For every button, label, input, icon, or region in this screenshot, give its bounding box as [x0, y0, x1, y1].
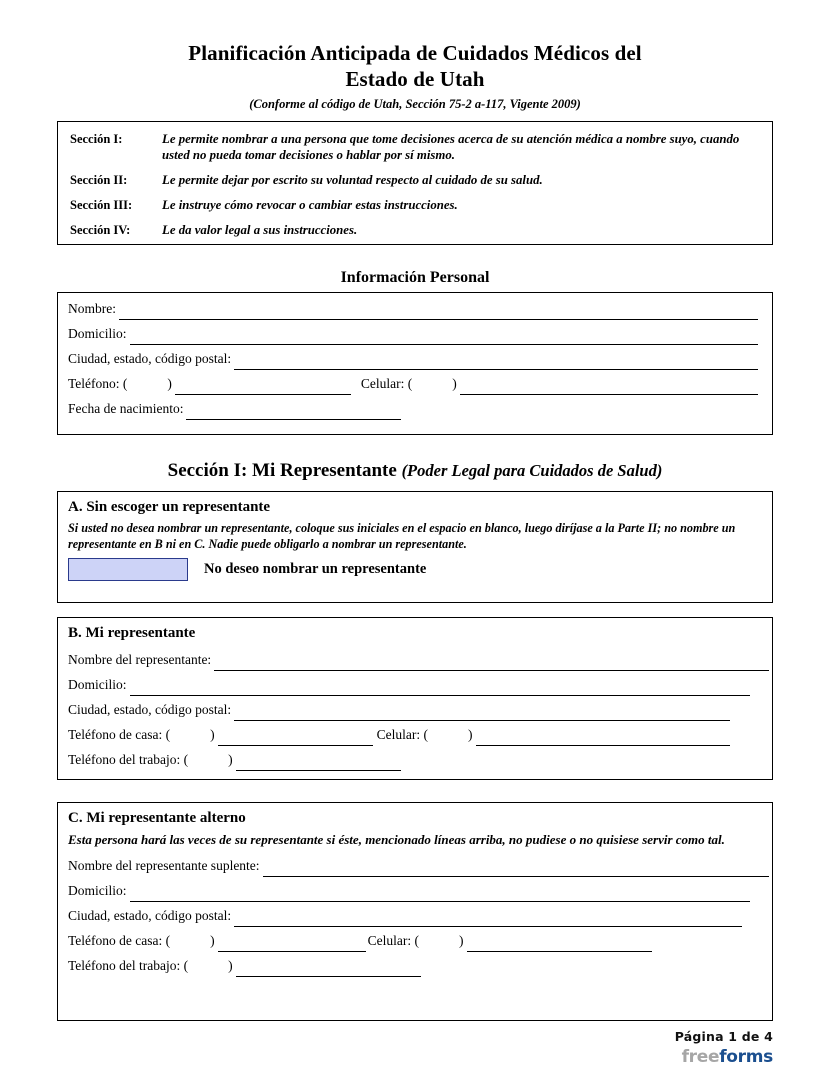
field-fill	[234, 903, 742, 922]
input-rep-telefono-trabajo[interactable]	[236, 752, 401, 771]
part-c-fields	[58, 852, 772, 977]
summary-row	[70, 222, 760, 238]
summary-label: Sección III:	[70, 198, 133, 212]
paren-close: )	[452, 376, 457, 391]
field-fill	[130, 321, 759, 340]
field-fill	[119, 296, 758, 315]
field-fill	[236, 953, 421, 972]
field-fill	[214, 647, 769, 666]
input-alt-celular[interactable]	[467, 933, 652, 952]
field-fill	[263, 853, 769, 872]
field-row-alt-ciudad	[58, 902, 772, 927]
field-row-telefono	[58, 370, 772, 395]
paren-close: )	[468, 727, 473, 742]
input-rep-telefono-casa-areacode[interactable]	[170, 728, 210, 746]
field-row-domicilio	[58, 320, 772, 345]
field-fill	[127, 374, 167, 393]
field-row-rep-ciudad	[58, 696, 772, 721]
seccion1-heading-main: Sección I: Mi Representante	[167, 460, 402, 481]
label-alt-nombre: Nombre del representante suplente:	[68, 858, 260, 873]
field-fill	[419, 931, 459, 950]
paren-open: (	[411, 933, 420, 948]
input-fecha-nacimiento[interactable]	[186, 401, 401, 420]
sections-summary-box	[57, 121, 773, 245]
input-alt-telefono-trabajo[interactable]	[236, 958, 421, 977]
label-ciudad: Ciudad, estado, código postal:	[68, 351, 232, 366]
personal-info-fields	[58, 295, 772, 420]
input-alt-celular-areacode[interactable]	[419, 934, 459, 952]
field-fill	[476, 722, 730, 741]
label-alt-celular: Celular:	[367, 933, 412, 948]
paren-close: )	[210, 727, 215, 742]
label-rep-ciudad: Ciudad, estado, código postal:	[68, 702, 232, 717]
label-alt-telefono-trabajo: Teléfono del trabajo:	[68, 958, 181, 973]
field-fill	[188, 750, 228, 769]
part-a-initials-row	[68, 558, 772, 581]
initials-input[interactable]	[68, 558, 188, 581]
field-row-fecha-nacimiento	[58, 395, 772, 420]
logo-forms-text: forms	[719, 1047, 773, 1067]
label-alt-domicilio: Domicilio:	[68, 883, 127, 898]
label-alt-telefono-casa: Teléfono de casa:	[68, 933, 163, 948]
label-nombre: Nombre:	[68, 301, 116, 316]
label-alt-ciudad: Ciudad, estado, código postal:	[68, 908, 232, 923]
field-row-alt-telefono-trabajo	[58, 952, 772, 977]
summary-label: Sección IV:	[70, 223, 131, 237]
field-fill	[236, 747, 401, 766]
paren-open: (	[119, 376, 128, 391]
seccion1-heading-sub: (Poder Legal para Cuidados de Salud)	[401, 461, 663, 480]
input-rep-telefono-trabajo-areacode[interactable]	[188, 753, 228, 771]
label-fecha-nacimiento: Fecha de nacimiento:	[68, 401, 184, 416]
label-telefono: Teléfono:	[68, 376, 120, 391]
part-c-note: Esta persona hará las veces de su representante si éste, mencionado líneas arriba, no pudiese o no quisiese servir como tal.	[68, 832, 725, 847]
field-fill	[175, 371, 351, 390]
summary-label: Sección II:	[70, 173, 128, 187]
label-rep-nombre: Nombre del representante:	[68, 652, 212, 667]
page-number: Página 1 de 4	[674, 1029, 773, 1044]
field-row-rep-domicilio	[58, 671, 772, 696]
part-c-title: C. Mi representante alterno	[68, 810, 246, 826]
paren-open: (	[180, 958, 189, 973]
label-celular: Celular:	[360, 376, 405, 391]
summary-row	[70, 197, 760, 213]
field-fill	[467, 928, 652, 947]
field-row-rep-telefono-casa	[58, 721, 772, 746]
summary-row	[70, 131, 760, 163]
field-fill	[460, 371, 758, 390]
input-alt-ciudad[interactable]	[234, 908, 742, 927]
field-row-rep-telefono-trabajo	[58, 746, 772, 771]
summary-description: Le permite nombrar a una persona que tome decisiones acerca de su atención médica a nombre suyo, cuando usted no pueda tomar decisiones o hablar por sí mismo.	[162, 132, 740, 162]
field-fill	[170, 931, 210, 950]
input-alt-telefono-casa-areacode[interactable]	[170, 934, 210, 952]
part-a-title: A. Sin escoger un representante	[68, 499, 271, 515]
input-rep-domicilio[interactable]	[130, 677, 751, 696]
freeforms-logo	[675, 1047, 773, 1067]
part-a-checkbox-label: No deseo nombrar un representante	[204, 561, 427, 577]
field-row-alt-domicilio	[58, 877, 772, 902]
input-alt-telefono-trabajo-areacode[interactable]	[188, 959, 228, 977]
field-fill	[188, 956, 228, 975]
field-fill	[218, 928, 366, 947]
field-fill	[428, 725, 468, 744]
input-nombre[interactable]	[119, 301, 758, 320]
label-rep-celular: Celular:	[376, 727, 421, 742]
input-domicilio[interactable]	[130, 326, 759, 345]
document-title-block	[55, 40, 775, 112]
paren-open: (	[420, 727, 429, 742]
summary-description: Le permite dejar por escrito su voluntad respecto al cuidado de su salud.	[162, 173, 543, 187]
part-b-box	[57, 617, 773, 780]
seccion1-heading	[55, 460, 775, 482]
page-footer	[675, 1029, 773, 1067]
field-row-ciudad	[58, 345, 772, 370]
input-celular[interactable]	[460, 376, 758, 395]
document-subtitle: (Conforme al código de Utah, Sección 75-2 a-117, Vigente 2009)	[249, 97, 581, 111]
label-domicilio: Domicilio:	[68, 326, 127, 341]
document-title-line2: Estado de Utah	[345, 67, 485, 91]
paren-open: (	[162, 933, 171, 948]
input-rep-celular-areacode[interactable]	[428, 728, 468, 746]
field-fill	[234, 346, 758, 365]
part-a-box	[57, 491, 773, 603]
paren-close: )	[228, 958, 233, 973]
label-rep-telefono-casa: Teléfono de casa:	[68, 727, 163, 742]
field-fill	[130, 672, 751, 691]
input-rep-celular[interactable]	[476, 727, 730, 746]
label-rep-telefono-trabajo: Teléfono del trabajo:	[68, 752, 181, 767]
input-alt-nombre[interactable]	[263, 858, 769, 877]
part-b-fields	[58, 646, 772, 771]
field-fill	[170, 725, 210, 744]
paren-open: (	[404, 376, 413, 391]
paren-close: )	[167, 376, 172, 391]
input-celular-areacode[interactable]	[412, 377, 452, 395]
input-rep-nombre[interactable]	[214, 652, 769, 671]
input-rep-ciudad[interactable]	[234, 702, 730, 721]
field-row-alt-telefono-casa	[58, 927, 772, 952]
personal-info-heading: Información Personal	[340, 269, 490, 286]
paren-open: (	[162, 727, 171, 742]
input-ciudad[interactable]	[234, 351, 758, 370]
paren-close: )	[459, 933, 464, 948]
input-telefono[interactable]	[175, 376, 351, 395]
summary-description: Le da valor legal a sus instrucciones.	[162, 223, 358, 237]
paren-close: )	[228, 752, 233, 767]
input-telefono-areacode[interactable]	[127, 377, 167, 395]
part-c-box	[57, 802, 773, 1021]
input-rep-telefono-casa[interactable]	[218, 727, 373, 746]
summary-label: Sección I:	[70, 132, 123, 146]
field-fill	[234, 697, 730, 716]
personal-info-box	[57, 292, 773, 435]
field-fill	[186, 396, 401, 415]
part-b-title: B. Mi representante	[68, 625, 196, 641]
field-row-nombre	[58, 295, 772, 320]
part-a-note: Si usted no desea nombrar un representante, coloque sus iniciales en el espacio en blanco, luego diríjase a la Parte II; no nombre un representante en B ni en C. Nadie puede obligarlo a nombrar un representante.	[68, 521, 736, 551]
field-row-rep-nombre	[58, 646, 772, 671]
paren-open: (	[180, 752, 189, 767]
field-fill	[218, 722, 373, 741]
field-fill	[412, 374, 452, 393]
paren-close: )	[210, 933, 215, 948]
input-alt-telefono-casa[interactable]	[218, 933, 366, 952]
summary-description: Le instruye cómo revocar o cambiar estas instrucciones.	[162, 198, 458, 212]
logo-free-text: free	[681, 1047, 720, 1067]
document-title-line1: Planificación Anticipada de Cuidados Médicos del	[188, 41, 642, 65]
label-rep-domicilio: Domicilio:	[68, 677, 127, 692]
field-row-alt-nombre	[58, 852, 772, 877]
field-fill	[130, 878, 751, 897]
input-alt-domicilio[interactable]	[130, 883, 751, 902]
summary-row	[70, 172, 760, 188]
